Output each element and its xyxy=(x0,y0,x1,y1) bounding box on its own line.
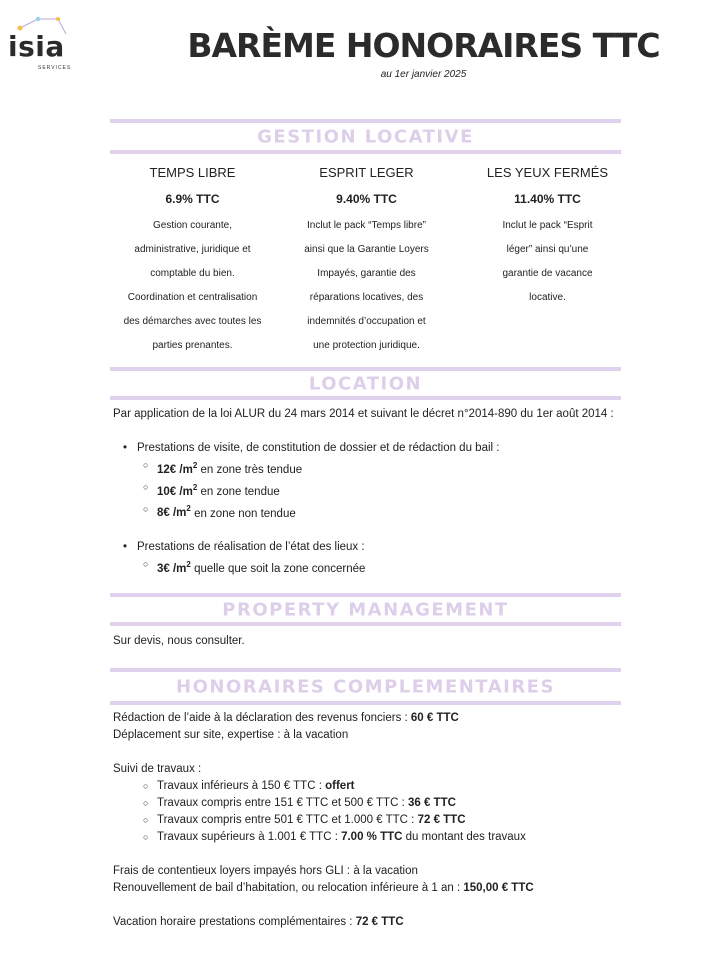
list-subitem: ○ Travaux supérieurs à 1.001 € TTC : 7.00 % TTC du montant des travaux xyxy=(113,829,621,846)
plan-rate: 6.9% TTC xyxy=(165,192,220,206)
list-subitem: ○ 12€ $/m^2$ en zone très tendue xyxy=(113,457,621,479)
page-title: BARÈME HONORAIRES TTC xyxy=(187,26,660,65)
logo-subtitle: SERVICES xyxy=(38,65,72,71)
section-band-location xyxy=(110,367,621,400)
plan-name: TEMPS LIBRE xyxy=(149,165,236,180)
plan-description: Inclut le pack “Esprit léger” ainsi qu’une garantie de vacance locative. xyxy=(502,220,593,303)
section-band-complementaires xyxy=(110,668,621,705)
page-subtitle: au 1er janvier 2025 xyxy=(380,69,467,80)
location-section xyxy=(113,406,621,578)
section-title-gestion: GESTION LOCATIVE xyxy=(257,126,474,147)
section-title-property: PROPERTY MANAGEMENT xyxy=(222,599,509,620)
fee-line: Vacation horaire prestations complémentaires : 72 € TTC xyxy=(113,916,404,928)
plan-description: Gestion courante, administrative, juridique et comptable du bien. Coordination et centralisation des démarches avec toutes les parties prenantes. xyxy=(123,220,262,351)
list-item: • Prestations de réalisation de l’état des lieux : xyxy=(113,539,621,556)
logo-wordmark: isia xyxy=(8,30,65,63)
list-subitem: ○ 10€ $/m^2$ en zone tendue xyxy=(113,479,621,501)
complementaires-section xyxy=(113,710,621,931)
plan-description: Inclut le pack “Temps libre” ainsi que la Garantie Loyers Impayés, garantie des réparations locatives, des indemnités d’occupation et une protection juridique. xyxy=(304,220,429,351)
plan-esprit-leger xyxy=(284,165,449,358)
section-band-gestion xyxy=(110,119,621,154)
plan-temps-libre xyxy=(110,165,275,358)
plan-rate: 9.40% TTC xyxy=(336,192,397,206)
property-text: Sur devis, nous consulter. xyxy=(113,635,245,647)
list-subitem: ○ Travaux compris entre 501 € TTC et 1.000 € TTC : 72 € TTC xyxy=(113,812,621,829)
list-subitem: ○ 3€ $/m^2$ quelle que soit la zone concernée xyxy=(113,556,621,578)
travaux-title: Suivi de travaux : xyxy=(113,763,202,775)
company-logo xyxy=(8,14,74,70)
section-title-location: LOCATION xyxy=(308,373,423,394)
section-band-property xyxy=(110,593,621,626)
fee-line: Frais de contentieux loyers impayés hors GLI : à la vacation xyxy=(113,865,418,877)
fee-line: Rédaction de l’aide à la déclaration des revenus fonciers : 60 € TTC xyxy=(113,712,459,724)
plan-name: LES YEUX FERMÉS xyxy=(486,165,609,180)
plan-rate: 11.40% TTC xyxy=(514,192,581,206)
plan-name: ESPRIT LEGER xyxy=(319,165,414,180)
list-subitem: ○ Travaux inférieurs à 150 € TTC : offert xyxy=(113,778,621,795)
list-subitem: ○ Travaux compris entre 151 € TTC et 500 € TTC : 36 € TTC xyxy=(113,795,621,812)
section-title-complementaires: HONORAIRES COMPLEMENTAIRES xyxy=(176,676,555,697)
fee-line: Renouvellement de bail d’habitation, ou relocation inférieure à 1 an : 150,00 € TTC xyxy=(113,882,534,894)
location-intro: Par application de la loi ALUR du 24 mars 2014 et suivant le décret n°2014-890 du 1er août 2014 : xyxy=(113,408,614,420)
fee-line: Déplacement sur site, expertise : à la vacation xyxy=(113,729,349,741)
plan-les-yeux-fermes xyxy=(465,165,630,310)
list-subitem: ○ 8€ $/m^2$ en zone non tendue xyxy=(113,501,621,523)
list-item: • Prestations de visite, de constitution de dossier et de rédaction du bail : xyxy=(113,440,621,457)
